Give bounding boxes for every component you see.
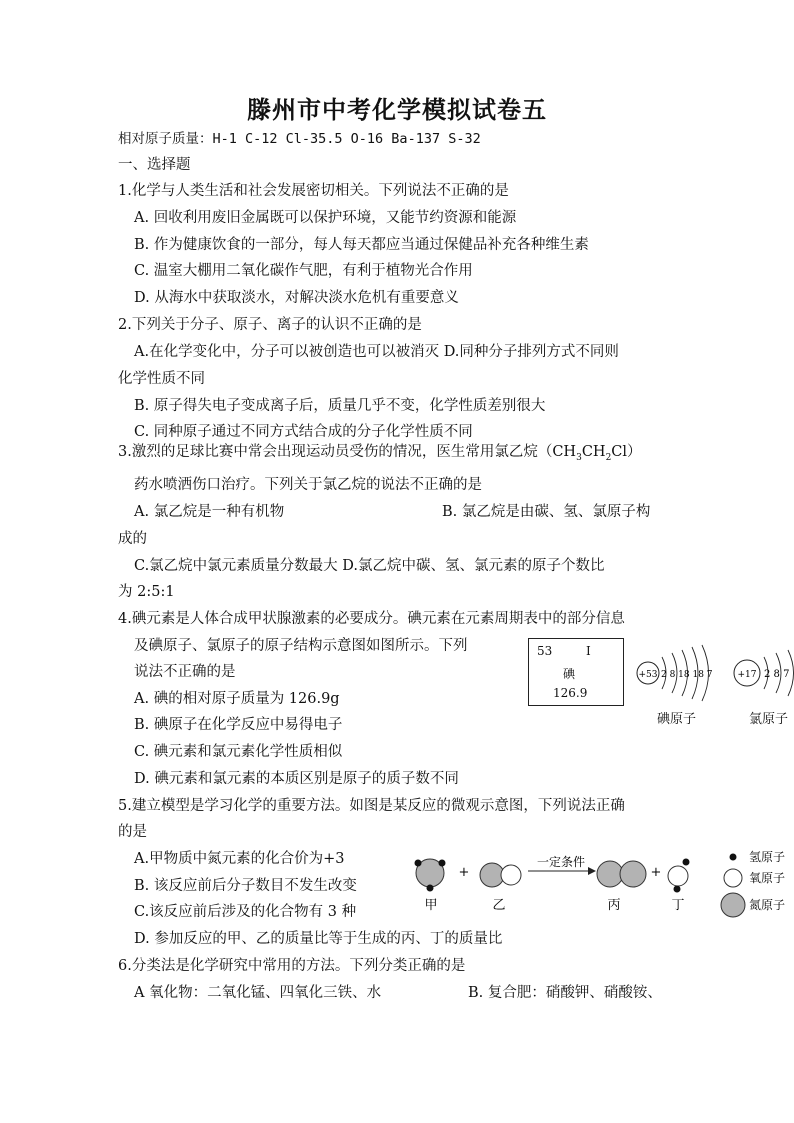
legend-nitrogen: 氮原子 bbox=[749, 898, 786, 912]
q5-option-c: C.该反应前后涉及的化合物有 3 种 bbox=[134, 904, 357, 920]
q2-option-c: C. 同种原子通过不同方式结合成的分子化学性质不同 bbox=[134, 424, 473, 440]
atomic-number: 53 bbox=[537, 644, 553, 658]
q1-option-a: A. 回收利用废旧金属既可以保护环境，又能节约资源和能源 bbox=[134, 210, 517, 226]
legend-hydrogen-symbol bbox=[730, 854, 737, 861]
legend-hydrogen: 氢原子 bbox=[749, 850, 786, 864]
q3-stem bbox=[118, 442, 642, 468]
page-title: 滕州市中考化学模拟试卷五 bbox=[247, 95, 547, 124]
plus-sign-2: + bbox=[650, 865, 662, 880]
q3-sub2: 2 bbox=[605, 452, 612, 463]
molecule-yi bbox=[480, 863, 521, 887]
iodine-shells: 2 8 18 18 7 bbox=[661, 670, 713, 680]
chlorine-shells: 2 8 7 bbox=[764, 669, 790, 680]
label-bing: 丙 bbox=[607, 898, 621, 913]
q5-stem-line2: 的是 bbox=[118, 824, 147, 840]
atomic-structure-diagrams bbox=[630, 640, 794, 710]
q4-stem-line3: 说法不正确的是 bbox=[134, 664, 236, 680]
q3-stem-line2: 药水喷洒伤口治疗。下列关于氯乙烷的说法不正确的是 bbox=[134, 477, 482, 493]
q2-option-ad-line2: 化学性质不同 bbox=[118, 371, 205, 387]
chlorine-atom-diagram bbox=[734, 650, 794, 696]
q3-stem-a: 3.激烈的足球比赛中常会出现运动员受伤的情况，医生常用氯乙烷（CH bbox=[118, 444, 577, 460]
q4-stem-line2: 及碘原子、氯原子的原子结构示意图如图所示。下列 bbox=[134, 638, 468, 654]
q1-option-b: B. 作为健康饮食的一部分，每人每天都应当通过保健品补充各种维生素 bbox=[134, 237, 589, 253]
label-ding: 丁 bbox=[671, 898, 685, 913]
iodine-caption: 碘原子 bbox=[657, 712, 697, 727]
q4-option-b: B. 碘原子在化学反应中易得电子 bbox=[134, 717, 343, 733]
q3-option-a: A. 氯乙烷是一种有机物 bbox=[134, 504, 285, 520]
q3-option-b-line1: B. 氯乙烷是由碳、氢、氯原子构 bbox=[442, 504, 651, 520]
legend-oxygen-symbol bbox=[724, 869, 742, 887]
iodine-nucleus: +53 bbox=[638, 670, 658, 680]
q3-option-b-line2: 成的 bbox=[118, 531, 147, 547]
q1-option-d: D. 从海水中获取淡水，对解决淡水危机有重要意义 bbox=[134, 290, 459, 306]
reaction-condition: 一定条件 bbox=[536, 855, 586, 869]
q5-option-b: B. 该反应前后分子数目不发生改变 bbox=[134, 878, 357, 894]
q4-option-c: C. 碘元素和氯元素化学性质相似 bbox=[134, 744, 343, 760]
section-heading: 一、选择题 bbox=[118, 157, 191, 173]
q5-stem-line1: 5.建立模型是学习化学的重要方法。如图是某反应的微观示意图，下列说法正确 bbox=[118, 798, 625, 814]
q3-stem-mid: CH bbox=[581, 444, 606, 460]
chlorine-nucleus: +17 bbox=[737, 670, 757, 680]
element-symbol: I bbox=[586, 644, 591, 658]
molecule-bing bbox=[597, 861, 646, 887]
q4-stem-line1: 4.碘元素是人体合成甲状腺激素的必要成分。碘元素在元素周期表中的部分信息 bbox=[118, 611, 625, 627]
q4-option-d: D. 碘元素和氯元素的本质区别是原子的质子数不同 bbox=[134, 771, 459, 787]
legend-nitrogen-symbol bbox=[721, 893, 745, 917]
q6-option-b: B. 复合肥：硝酸钾、硝酸铵、 bbox=[468, 985, 662, 1001]
relative-atomic-mass: 126.9 bbox=[553, 686, 588, 700]
q5-option-d: D. 参加反应的甲、乙的质量比等于生成的丙、丁的质量比 bbox=[134, 931, 503, 947]
molecule-jia bbox=[415, 859, 446, 892]
plus-sign-1: + bbox=[458, 865, 470, 880]
element-name: 碘 bbox=[563, 667, 576, 681]
legend bbox=[721, 850, 785, 917]
chlorine-caption: 氯原子 bbox=[749, 712, 789, 727]
q1-stem: 1.化学与人类生活和社会发展密切相关。下列说法不正确的是 bbox=[118, 183, 509, 199]
q3-stem-end: Cl） bbox=[611, 444, 642, 460]
label-yi: 乙 bbox=[492, 898, 506, 913]
q2-option-ad-line1: A.在化学变化中，分子可以被创造也可以被消灭 D.同种分子排列方式不同则 bbox=[134, 344, 619, 360]
q5-option-a: A.甲物质中氮元素的化合价为+3 bbox=[134, 851, 345, 867]
atomic-masses: 相对原子质量：H-1 C-12 Cl-35.5 O-16 Ba-137 S-32 bbox=[118, 131, 481, 147]
periodic-table-cell bbox=[528, 638, 624, 706]
label-jia: 甲 bbox=[424, 898, 438, 913]
molecule-ding bbox=[668, 859, 690, 893]
q6-option-a: A 氧化物：二氧化锰、四氧化三铁、水 bbox=[134, 985, 382, 1001]
reaction-micro-diagram bbox=[400, 845, 794, 925]
iodine-atom-diagram bbox=[637, 645, 713, 701]
q2-option-b: B. 原子得失电子变成离子后，质量几乎不变，化学性质差别很大 bbox=[134, 398, 546, 414]
q2-stem: 2.下列关于分子、原子、离子的认识不正确的是 bbox=[118, 317, 422, 333]
q6-stem: 6.分类法是化学研究中常用的方法。下列分类正确的是 bbox=[118, 958, 466, 974]
q3-sub1: 3 bbox=[576, 452, 582, 463]
q1-option-c: C. 温室大棚用二氧化碳作气肥，有利于植物光合作用 bbox=[134, 263, 473, 279]
q4-option-a: A. 碘的相对原子质量为 126.9g bbox=[134, 691, 340, 707]
q3-option-cd-line1: C.氯乙烷中氯元素质量分数最大 D.氯乙烷中碳、氢、氯元素的原子个数比 bbox=[134, 558, 605, 574]
legend-oxygen: 氧原子 bbox=[749, 871, 786, 885]
q3-option-cd-line2: 为 2:5:1 bbox=[118, 584, 175, 600]
